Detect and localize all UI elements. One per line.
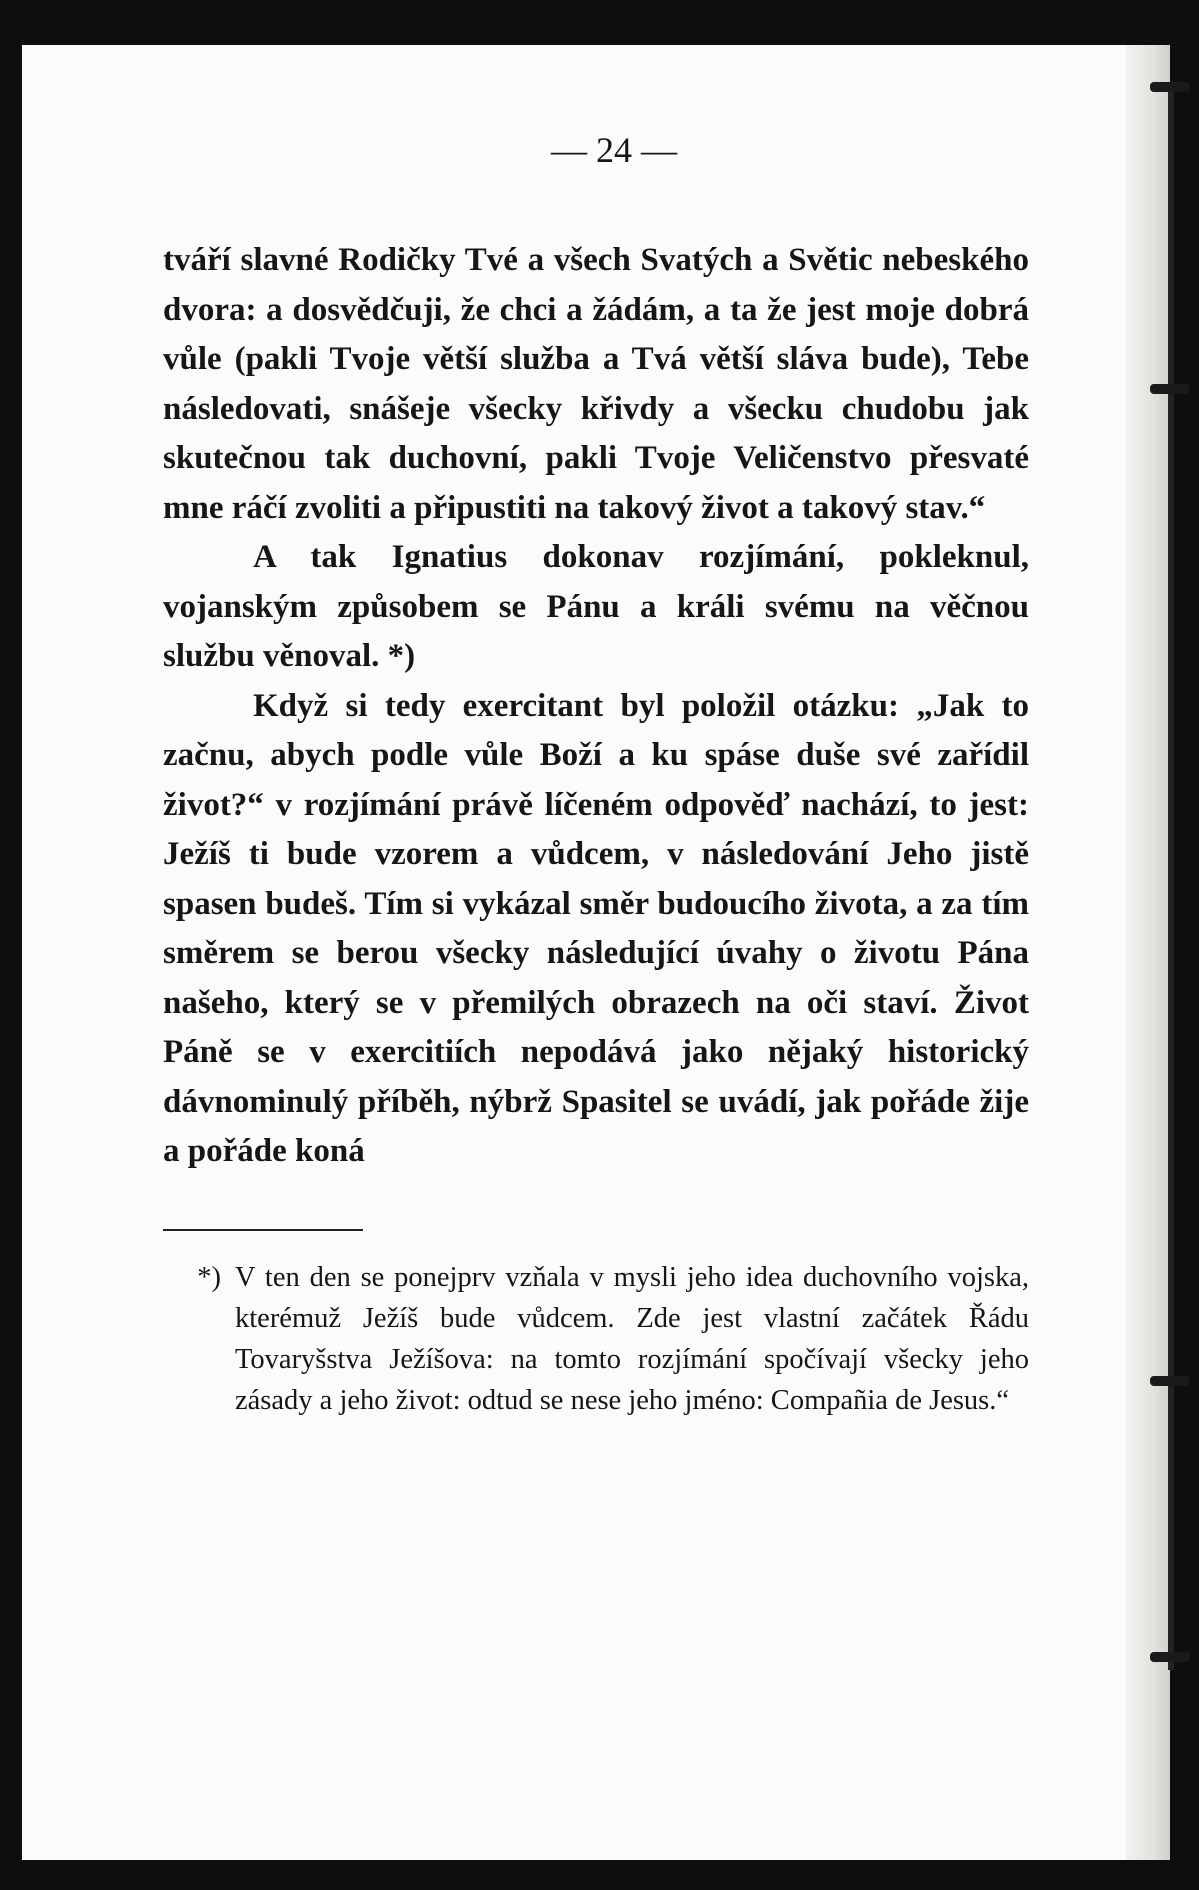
binding-strip [1168, 90, 1174, 1670]
binding-clip-lower [1150, 1376, 1190, 1386]
body-text [163, 236, 1029, 1177]
binding-clip-bottom [1150, 1652, 1190, 1662]
binding-clip-upper [1150, 384, 1190, 394]
binding-clip-top [1150, 82, 1190, 92]
page-number: — 24 — [551, 130, 677, 170]
paragraph: A tak Ignatius dokonav rozjímání, pokleknul, vojanským způsobem se Pánu a králi svému na věčnou službu věnoval. *) [163, 539, 1029, 674]
footnote [163, 1257, 1029, 1421]
page-edge-shadow [1126, 45, 1170, 1860]
page-content [163, 120, 1029, 1421]
footnote-text: V ten den se ponejprv vzňala v mysli jeho idea duchovního vojska, kterémuž Ježíš bude vůdcem. Zde jest vlastní začátek Řádu Tovaryšstva Ježíšova: na tomto rozjímání spočívají všecky jeho zásady a jeho život: odtud se nese jeho jméno: Compañia de Jesus.“ [235, 1261, 1029, 1416]
paragraph: Když si tedy exercitant byl položil otázku: „Jak to začnu, abych podle vůle Boží a ku spáse duše své zařídil život?“ v rozjímání právě líčeném odpověď nachází, to jest: Ježíš ti bude vzorem a vůdcem, v následování Jeho jistě spasen budeš. Tím si vykázal směr budoucího života, a za tím směrem se berou všecky následující úvahy o životu Pána našeho, který se v přemilých obrazech na oči staví. Život Páně se v exercitiích nepodává jako nějaký historický dávnominulý příběh, nýbrž Spasitel se uvádí, jak pořáde žije a pořáde koná [163, 687, 1029, 1169]
footnote-mark: *) [197, 1261, 221, 1293]
footnote-divider [163, 1229, 363, 1231]
paragraph: tváří slavné Rodičky Tvé a všech Svatých a Světic nebeského dvora: a dosvědčuji, že chci a žádám, a ta že jest moje dobrá vůle (pakli Tvoje větší služba a Tvá větší sláva bude), Tebe následovati, snášeje všecky křivdy a všecku chudobu jak skutečnou tak duchovní, pakli Tvoje Veličenstvo přesvaté mne ráčí zvoliti a připustiti na takový život a takový stav.“ [163, 242, 1029, 526]
